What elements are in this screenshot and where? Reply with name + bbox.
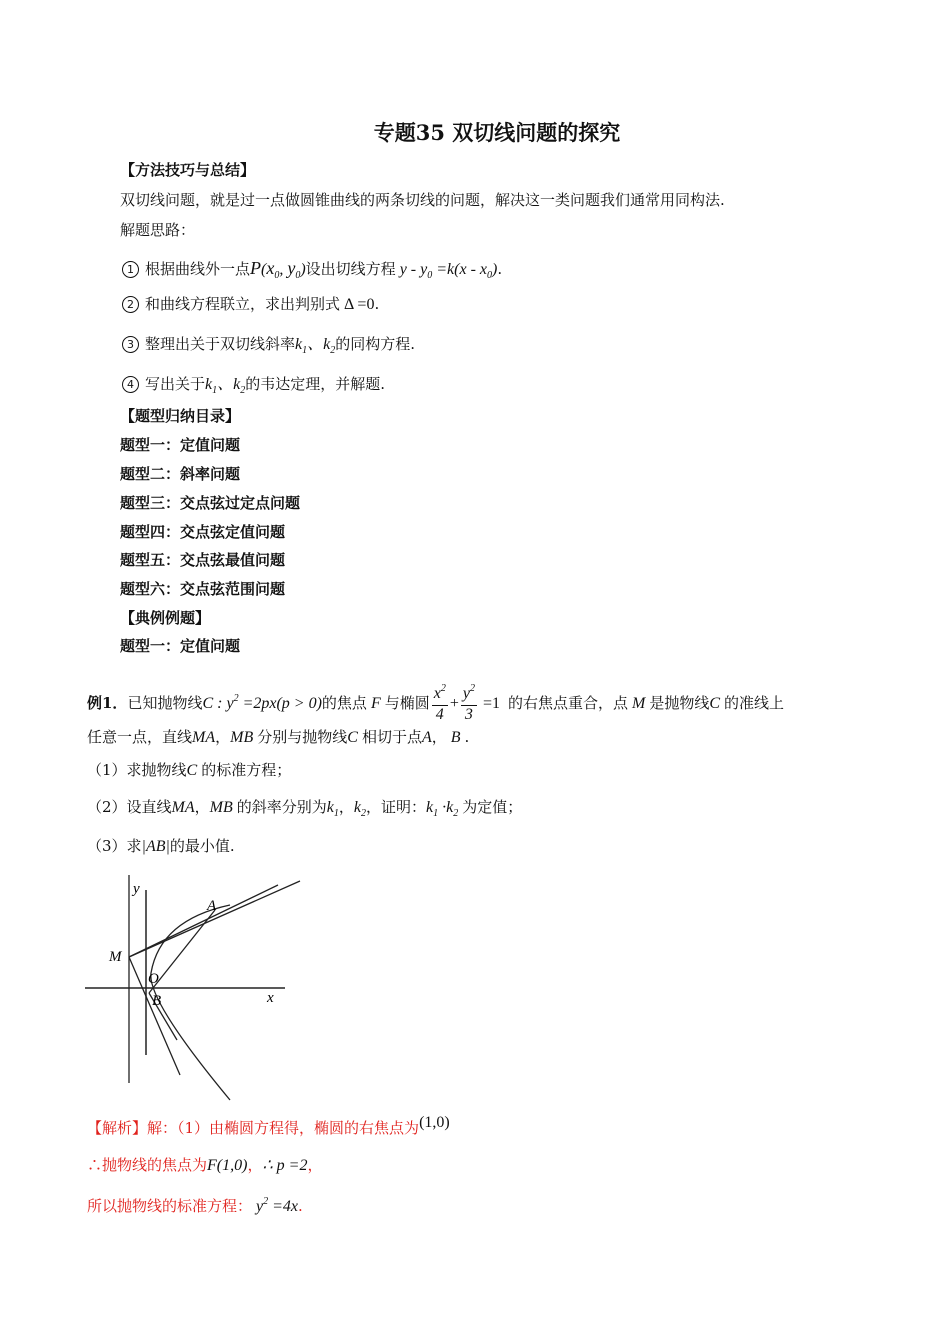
catalog-item: 题型四：交点弦定值问题 (120, 523, 286, 541)
slopes-formula: $k_1$、$k_2$ (295, 336, 336, 356)
slopes-formula: $k_1$、$k_2$ (205, 376, 246, 396)
tangent-line-MA-extension (129, 881, 300, 957)
point-P-formula: $P(x_0$, $y_0$) (250, 258, 306, 281)
circled-number: 1 (122, 261, 139, 278)
step-3: 3 整理出关于双切线斜率$k_1$、$k_2$的同构方程. (122, 334, 415, 357)
catalog-item: 题型二：斜率问题 (120, 465, 241, 483)
tangent-equation: $y - y_0 =k(x - x_0)$ (395, 261, 498, 281)
method-heading: 【方法技巧与总结】 (120, 161, 256, 179)
tangent-line-MA (129, 885, 278, 957)
page-title: 专题35 双切线问题的探究 (373, 120, 621, 145)
ellipse-fraction-y: $\frac{y^2}{3}$ (462, 682, 475, 723)
label-B: B (152, 993, 162, 1009)
example1-figure (85, 865, 310, 1105)
focus-F: F(1,0) (207, 1157, 248, 1174)
step-1: 1 根据曲线外一点$P(x_0$, $y_0$)设出切线方程 $y - y_0 =k(x - x_0)$. (122, 258, 502, 282)
label-y: y (133, 881, 140, 897)
parabola-standard-equation: $y^2 =4x$ (252, 1196, 299, 1215)
ellipse-fraction-x: $\frac{x^2}{4}$ (433, 682, 446, 723)
circled-number: 3 (122, 336, 139, 353)
solution-line1: 【解析】解：（1）由椭圆方程得，椭圆的右焦点为(1,0) (87, 1114, 450, 1137)
step-4: 4 写出关于$k_1$、$k_2$的韦达定理，并解题. (122, 374, 385, 397)
focus-point: (1,0) (419, 1114, 450, 1131)
question-3: （3）求|AB|的最小值. (87, 837, 235, 855)
parabola-equation: C : $y^2 =2px(p > 0)$ (202, 693, 322, 712)
discriminant-formula: Δ =0 (340, 296, 375, 313)
method-intro: 双切线问题，就是过一点做圆锥曲线的两条切线的问题，解决这一类问题我们通常用同构法. (120, 191, 725, 209)
solution-tag: 【解析】 (87, 1119, 148, 1137)
parabola-curve (151, 905, 230, 1100)
catalog-item: 题型六：交点弦范围问题 (120, 580, 286, 598)
examples-heading: 【典例例题】 (120, 609, 211, 627)
chord-AB (149, 910, 215, 993)
catalog-heading: 【题型归纳目录】 (120, 407, 241, 425)
step-2: 2 和曲线方程联立，求出判别式 Δ =0. (122, 294, 379, 315)
question-1: （1）求抛物线C 的标准方程； (87, 761, 292, 779)
p-value: ∴ p =2 (262, 1157, 308, 1174)
question-2: （2）设直线MA，MB 的斜率分别为$k_1$，$k_2$，证明：$k_1 \cdot k_2$ 为定值； (87, 798, 523, 819)
catalog-item: 题型一：定值问题 (120, 436, 241, 454)
example-label: 例1． (87, 694, 128, 712)
catalog-item: 题型三：交点弦过定点问题 (120, 494, 301, 512)
example1-line2: 任意一点，直线MA，MB 分别与抛物线C 相切于点A， B . (87, 728, 470, 746)
label-O: O (148, 971, 159, 987)
circled-number: 2 (122, 296, 139, 313)
catalog-item: 题型五：交点弦最值问题 (120, 551, 286, 569)
label-M: M (109, 949, 122, 965)
ideas-label: 解题思路： (120, 221, 196, 239)
circled-number: 4 (122, 376, 139, 393)
example1-line1: 例1．已知抛物线C : $y^2 =2px(p > 0)$的焦点 F 与椭圆 $\frac{x^2}{4}$ + $\frac{y^2}{3}$ =1 的右焦点重合，点 M 是抛物线C 的准线上 (87, 682, 785, 723)
label-A: A (207, 898, 217, 914)
solution-line2: ∴抛物线的焦点为F(1,0)，∴ p =2， (87, 1156, 323, 1174)
label-x: x (267, 990, 274, 1006)
solution-line3: 所以抛物线的标准方程： $y^2 =4x$. (87, 1196, 303, 1215)
type1-heading: 题型一：定值问题 (120, 637, 241, 655)
